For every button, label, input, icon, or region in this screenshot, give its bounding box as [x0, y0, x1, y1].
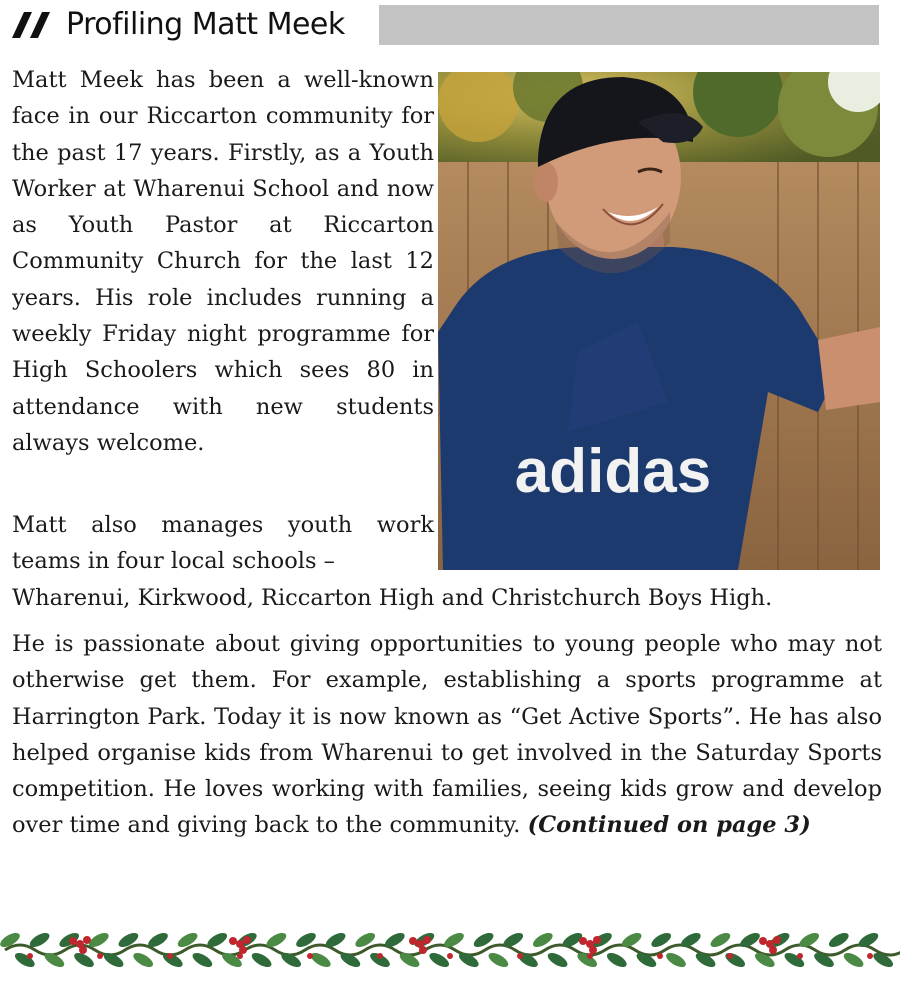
holly-berry — [27, 953, 33, 959]
holly-berry — [423, 936, 431, 944]
holly-berry — [167, 953, 173, 959]
continued-note: (Continued on page 3) — [527, 812, 811, 839]
holly-berry — [773, 936, 781, 944]
paragraph-2-end: Wharenui, Kirkwood, Riccarton High and Christchurch Boys High. — [12, 585, 773, 611]
photo-illustration — [438, 72, 880, 570]
holly-berry — [419, 946, 427, 954]
holly-berry — [769, 946, 777, 954]
holly-berry — [409, 937, 417, 945]
holly-leaf — [250, 950, 274, 970]
article-title: Profiling Matt Meek — [66, 7, 345, 42]
holly-leaf — [546, 950, 570, 970]
holly-berry — [237, 953, 243, 959]
double-slash-icon — [10, 12, 58, 38]
holly-leaf — [309, 950, 333, 970]
shirt-logo-text: adidas — [514, 437, 712, 506]
holly-leaf — [13, 950, 37, 970]
holly-leaf — [723, 950, 747, 970]
holly-berry — [377, 953, 383, 959]
holly-leaf — [827, 930, 851, 950]
holly-leaf — [842, 950, 866, 970]
holly-leaf — [782, 950, 806, 970]
holly-berry — [447, 953, 453, 959]
paragraph-3 — [12, 626, 882, 844]
header-bar — [379, 5, 879, 45]
paragraph-1: Matt Meek has been a well-known face in our Riccarton community for the past 17 years. Firstly, as a Youth Worker at Wharenui School and now as Youth Pastor at Riccarton Community Church for the last 12 years. His role includes running a weekly Friday night programme for High Schoolers which sees 80 in attendance with new students always welcome. — [12, 67, 434, 456]
holly-berry — [307, 953, 313, 959]
holly-berry — [239, 946, 247, 954]
holly-berry — [867, 953, 873, 959]
holly-berry — [589, 946, 597, 954]
holly-leaf — [131, 950, 155, 970]
holly-berry — [69, 937, 77, 945]
holly-leaf — [605, 950, 629, 970]
holly-berry — [657, 953, 663, 959]
holly-garland-icon — [0, 910, 900, 980]
holly-berry — [727, 953, 733, 959]
holly-leaf — [486, 950, 510, 970]
holly-berry — [243, 936, 251, 944]
holly-berry — [593, 936, 601, 944]
holly-berry — [83, 936, 91, 944]
holly-berry — [229, 937, 237, 945]
holly-berry — [759, 937, 767, 945]
holly-berry — [579, 937, 587, 945]
holly-leaf — [664, 950, 688, 970]
article-header — [10, 4, 880, 46]
holly-leaf — [190, 950, 214, 970]
holly-berry — [517, 953, 523, 959]
paragraph-2-start: Matt also manages youth work teams in four local schools – — [12, 512, 434, 575]
holly-berry — [797, 953, 803, 959]
holly-berry — [587, 953, 593, 959]
holly-berry — [97, 953, 103, 959]
portrait-photo — [438, 72, 880, 570]
holly-leaf — [427, 950, 451, 970]
holly-berry — [79, 946, 87, 954]
paragraph-3-text: He is passionate about giving opportunities to young people who may not otherwise get them. For example, establishing a sports programme at Harrington Park. Today it is now known as “Get Active Sports”. He has also helped organise kids from Wharenui to get involved in the Saturday Sports competition. He loves working with families, seeing kids grow and develop over time and giving back to the community. — [12, 631, 882, 839]
